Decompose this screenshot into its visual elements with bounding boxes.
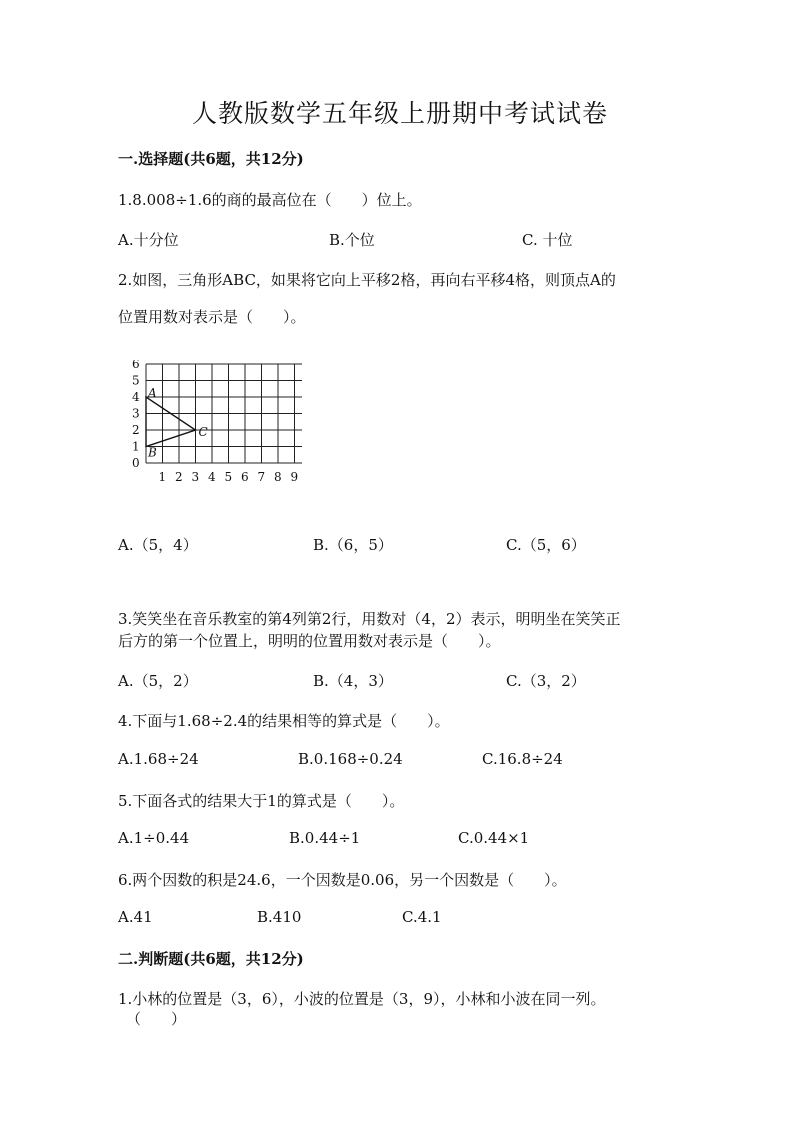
x-tick-label: 6: [241, 470, 249, 484]
x-axis-ticks: [159, 470, 299, 484]
question-4-option-c: C.16.8÷24: [482, 750, 563, 768]
y-tick-label: 0: [132, 456, 140, 470]
vertex-label-c: C: [198, 425, 208, 439]
question-5-option-c: C.0.44×1: [458, 829, 530, 847]
question-1-option-c: C. 十位: [522, 231, 573, 249]
y-tick-label: 6: [132, 360, 140, 371]
question-6-option-b: B.410: [257, 908, 302, 926]
section-heading-multiple-choice: 一.选择题(共6题，共12分): [118, 150, 304, 168]
question-2-option-b: B.（6，5）: [313, 536, 393, 554]
vertex-label-a: A: [148, 386, 157, 400]
y-tick-label: 5: [132, 373, 140, 388]
coordinate-grid-figure: [122, 360, 302, 485]
question-1-option-a: A.十分位: [118, 231, 179, 249]
y-tick-label: 3: [132, 406, 140, 421]
x-tick-label: 5: [224, 470, 233, 484]
x-tick-label: 7: [257, 470, 266, 484]
question-6-stem: 6.两个因数的积是24.6，一个因数是0.06，另一个因数是（ ）。: [118, 871, 567, 889]
y-tick-label: 4: [132, 390, 140, 404]
question-3-stem-line-1: 3.笑笑坐在音乐教室的第4列第2行，用数对（4，2）表示，明明坐在笑笑正: [118, 610, 621, 628]
x-tick-label: 4: [208, 470, 216, 484]
coordinate-grid-svg: [122, 360, 302, 485]
question-6-option-a: A.41: [118, 908, 153, 926]
question-1-stem: 1.8.008÷1.6的商的最高位在（ ）位上。: [118, 191, 422, 209]
question-3-option-a: A.（5，2）: [118, 672, 198, 690]
triangle-abc: [146, 397, 196, 447]
question-3-option-b: B.（4，3）: [313, 672, 393, 690]
judgement-1-answer-blank: （ ）: [126, 1010, 187, 1028]
question-6-option-c: C.4.1: [402, 908, 442, 926]
page-title: 人教版数学五年级上册期中考试试卷: [191, 99, 608, 128]
x-tick-label: 9: [290, 470, 299, 484]
question-2-stem-line-2: 位置用数对表示是（ ）。: [118, 308, 306, 326]
x-tick-label: 8: [274, 470, 282, 484]
x-tick-label: 1: [158, 470, 167, 484]
question-3-stem-line-2: 后方的第一个位置上，明明的位置用数对表示是（ ）。: [118, 632, 501, 650]
question-5-option-b: B.0.44÷1: [289, 829, 361, 847]
question-4-option-b: B.0.168÷0.24: [298, 750, 403, 768]
question-5-option-a: A.1÷0.44: [118, 829, 190, 847]
question-3-option-c: C.（3，2）: [506, 672, 586, 690]
grid-lines: [146, 364, 302, 463]
vertex-label-b: B: [148, 445, 157, 460]
x-tick-label: 3: [191, 470, 200, 484]
question-2-option-a: A.（5，4）: [118, 536, 198, 554]
question-5-stem: 5.下面各式的结果大于1的算式是（ ）。: [118, 792, 405, 810]
y-tick-label: 1: [132, 439, 140, 454]
question-4-option-a: A.1.68÷24: [118, 750, 199, 768]
question-1-option-b: B.个位: [329, 231, 375, 249]
section-heading-true-false: 二.判断题(共6题，共12分): [118, 950, 304, 968]
question-4-stem: 4.下面与1.68÷2.4的结果相等的算式是（ ）。: [118, 712, 450, 730]
judgement-1-stem: 1.小林的位置是（3，6），小波的位置是（3，9），小林和小波在同一列。: [118, 990, 606, 1008]
question-2-stem-line-1: 2.如图，三角形ABC，如果将它向上平移2格，再向右平移4格，则顶点A的: [118, 271, 616, 289]
y-tick-label: 2: [132, 423, 140, 437]
question-2-option-c: C.（5，6）: [506, 536, 586, 554]
x-tick-label: 2: [175, 470, 183, 484]
y-axis-ticks: [132, 360, 140, 470]
